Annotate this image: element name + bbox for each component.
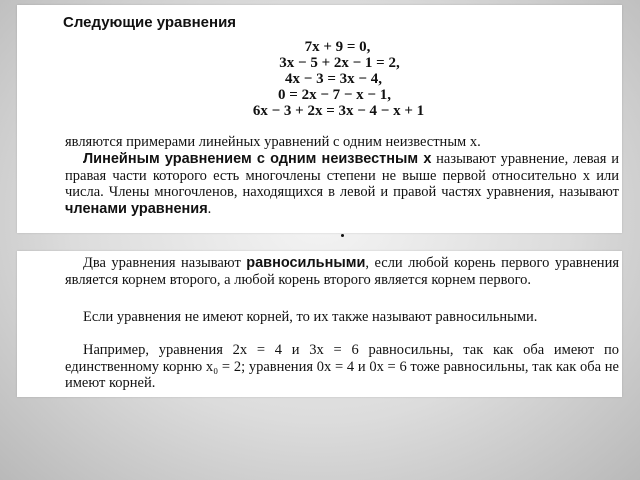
defined-term: Линейным уравнением с одним неизвестным x xyxy=(83,151,432,167)
equivalent-definition: Два уравнения называют равносильными, если любой корень первого уравнения является корнем второго, а любой корень второго является корнем первого. xyxy=(65,255,619,288)
definition-card xyxy=(17,5,622,233)
equation-3: 4x − 3 = 3x − 4, xyxy=(285,71,382,87)
equation-list xyxy=(17,39,622,119)
separator-dot xyxy=(341,234,344,237)
equation-4: 0 = 2x − 7 − x − 1, xyxy=(278,87,391,103)
defined-term-equivalent: равносильными xyxy=(246,255,366,271)
no-roots-note: Если уравнения не имеют корней, то их также называют равносильными. xyxy=(83,309,538,325)
equation-5: 6x − 3 + 2x = 3x − 4 − x + 1 xyxy=(252,103,425,119)
section-heading: Следующие уравнения xyxy=(63,14,237,31)
linear-equation-definition: Линейным уравнением с одним неизвестным x называют уравнение, левая и правая части которого есть многочлены степени не выше первой относительно x или числа. Члены многочленов, находящихся в левой и правой частях уравнения, называют членами уравнения. xyxy=(65,151,619,217)
equivalence-card xyxy=(17,251,622,397)
equation-1: 7x + 9 = 0, xyxy=(304,39,371,55)
example-paragraph: Например, уравнения 2x = 4 и 3x = 6 равносильны, так как оба имеют по единственному корню x₀ = 2; уравнения 0x = 4 и 0x = 6 тоже равносильны, так как оба не имеют корней. xyxy=(65,342,619,392)
defined-term-members: членами уравнения xyxy=(65,200,208,217)
examples-caption: являются примерами линейных уравнений с одним неизвестным x. xyxy=(65,134,481,150)
equation-2: 3x − 5 + 2x − 1 = 2, xyxy=(279,55,400,71)
